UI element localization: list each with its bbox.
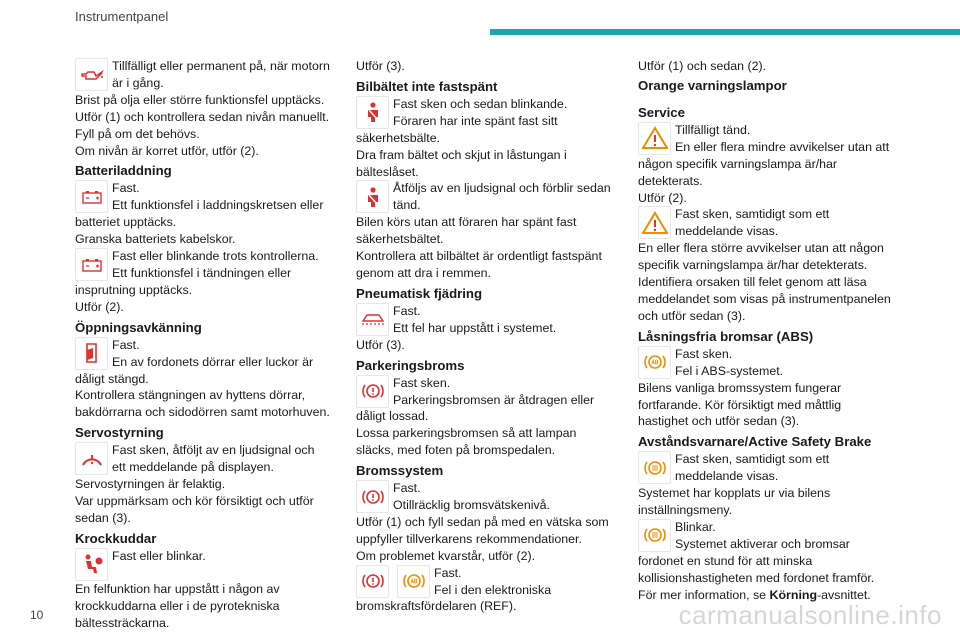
- brake-a3: Utför (1) och fyll sedan på med en vätska som uppfyller tillverkarens rekommendationer.: [356, 514, 609, 546]
- abs-l2: Fel i ABS-systemet.: [675, 363, 784, 378]
- parking-heading: Parkeringsbroms: [356, 357, 465, 373]
- suspension-l2: Ett fel har uppstått i systemet.: [393, 320, 557, 335]
- asb-a2: Systemet har kopplats ur via bilens inställningsmeny.: [638, 486, 831, 518]
- service-a2: En eller flera mindre avvikelser utan att någon specifik varningslampa är/har detekterats.: [638, 139, 890, 188]
- asb-a1: Fast sken, samtidigt som ett meddelande visas.: [675, 452, 830, 484]
- battery-a3: Granska batteriets kabelskor.: [75, 232, 236, 247]
- abs-l1: Fast sken.: [675, 346, 733, 361]
- orange-lamps-heading: Orange varningslampor: [638, 77, 787, 93]
- col2-intro: Utför (3).: [356, 59, 405, 73]
- suspension-icon: [356, 303, 389, 336]
- page-number: 10: [30, 608, 44, 622]
- abs-heading: Låsningsfria bromsar (ABS): [638, 328, 814, 344]
- brake-b1: Fast.: [434, 565, 462, 580]
- seatbelt-icon: [356, 180, 389, 213]
- suspension-l1: Fast.: [393, 303, 421, 318]
- service-b2: En eller flera större avvikelser utan att någon specifik varningslampa är/har detekterats. Identifiera orsaken till felet genom att läsa meddelandet som visas på instrumentpanelen och utför sedan (3).: [638, 241, 891, 323]
- col3-intro: Utför (1) och sedan (2).: [638, 59, 767, 73]
- brake-a1: Fast.: [393, 481, 421, 496]
- door-l1: Fast.: [112, 337, 140, 352]
- asb-b3-post: -avsnittet.: [817, 587, 871, 602]
- brake-heading: Bromssystem: [356, 463, 444, 479]
- oil-line-2: Brist på olja eller större funktionsfel upptäcks.: [75, 92, 325, 107]
- oil-can-icon: [75, 58, 108, 91]
- column-1: [75, 58, 331, 631]
- abs-icon: [638, 346, 671, 379]
- service-b1: Fast sken, samtidigt som ett meddelande visas.: [675, 207, 830, 239]
- airbag-heading: Krockkuddar: [75, 530, 157, 546]
- oil-line-5: Om nivån är korret utför, utför (2).: [75, 143, 259, 158]
- abs-brake-icon: [397, 565, 430, 598]
- active-safety-brake-icon: [638, 519, 671, 552]
- brake-b2: Fel i den elektroniska bromskraftsfördelaren (REF).: [356, 582, 552, 614]
- asb-b1: Blinkar.: [675, 519, 716, 534]
- korning-link: Körning: [769, 587, 818, 602]
- steering-l2: Servostyrningen är felaktig.: [75, 477, 226, 492]
- asb-b2: Systemet aktiverar och bromsar fordonet en stund för att minska kollisionshastigheten med fordonet framför.: [638, 536, 875, 585]
- door-heading: Öppningsavkänning: [75, 319, 202, 335]
- abs-l3: Bilens vanliga bromssystem fungerar fortfarande. Kör försiktigt med måttlig hastighet och utför sedan (3).: [638, 380, 842, 429]
- page-header-title: Instrumentpanel: [75, 9, 169, 24]
- active-safety-brake-icon: [638, 451, 671, 484]
- battery-icon: [75, 180, 108, 213]
- battery-b2: Ett funktionsfel i tändningen eller insprutning upptäcks.: [75, 265, 292, 297]
- parking-l3: Lossa parkeringsbromsen så att lampan släcks, med foten på bromspedalen.: [356, 426, 577, 458]
- warning-triangle-icon: [638, 206, 671, 239]
- asb-heading: Avståndsvarnare/Active Safety Brake: [638, 434, 872, 450]
- door-l2: En av fordonets dörrar eller luckor är dåligt stängd.: [75, 354, 314, 386]
- parking-l2: Parkeringsbromsen är åtdragen eller dåligt lossad.: [356, 392, 595, 424]
- airbag-l2: En felfunktion har uppstått i någon av krockkuddarna eller i de pyrotekniska bältessträckarna.: [75, 581, 280, 630]
- steering-l1: Fast sken, åtföljt av en ljudsignal och ett meddelande på displayen.: [112, 443, 315, 475]
- brake-a2: Otillräcklig bromsvätskenivå.: [393, 498, 550, 513]
- airbag-icon: [75, 548, 108, 581]
- battery-heading: Batteriladdning: [75, 163, 172, 179]
- battery-b3: Utför (2).: [75, 299, 124, 314]
- service-heading: Service: [638, 104, 685, 120]
- asb-b3-pre: För mer information, se: [638, 587, 770, 602]
- seatbelt-b1: Åtföljs av en ljudsignal och förblir sedan tänd.: [393, 181, 611, 213]
- steering-l3: Var uppmärksam och kör försiktigt och utför sedan (3).: [75, 493, 314, 525]
- oil-line-1: Tillfälligt eller permanent på, när motorn är i gång.: [112, 59, 330, 90]
- battery-a1: Fast.: [112, 181, 140, 196]
- suspension-heading: Pneumatisk fjädring: [356, 285, 483, 301]
- steering-heading: Servostyrning: [75, 425, 164, 441]
- seatbelt-a2: Föraren har inte spänt fast sitt säkerhetsbälte.: [356, 113, 558, 145]
- battery-icon: [75, 248, 108, 281]
- column-3: [638, 58, 894, 603]
- door-open-icon: [75, 337, 108, 370]
- watermark: carmanualsonline.info: [678, 600, 942, 630]
- seatbelt-b3: Kontrollera att bilbältet är ordentligt fastspänt genom att dra i remmen.: [356, 249, 602, 280]
- oil-line-4: Fyll på om det behövs.: [75, 126, 200, 141]
- seatbelt-a1: Fast sken och sedan blinkande.: [393, 96, 568, 111]
- warning-triangle-icon: [638, 122, 671, 155]
- seatbelt-icon: [356, 96, 389, 129]
- steering-icon: [75, 442, 108, 475]
- battery-b1: Fast eller blinkande trots kontrollerna.: [112, 249, 319, 264]
- parking-brake-icon: [356, 375, 389, 408]
- parking-l1: Fast sken.: [393, 375, 451, 390]
- seatbelt-a3: Dra fram bältet och skjut in låstungan i bälteslåset.: [356, 147, 567, 179]
- header-accent-bar: [490, 29, 960, 35]
- service-a1: Tillfälligt tänd.: [675, 122, 751, 137]
- brake-a4: Om problemet kvarstår, utför (2).: [356, 548, 536, 563]
- suspension-l3: Utför (3).: [356, 337, 405, 352]
- oil-section: [75, 58, 331, 92]
- service-a3: Utför (2).: [638, 190, 687, 205]
- battery-a2: Ett funktionsfel i laddningskretsen eller batteriet upptäcks.: [75, 198, 324, 230]
- seatbelt-b2: Bilen körs utan att föraren har spänt fast säkerhetsbältet.: [356, 215, 577, 247]
- brake-icon: [356, 565, 389, 598]
- seatbelt-heading: Bilbältet inte fastspänt: [356, 78, 498, 94]
- brake-icon: [356, 480, 389, 513]
- oil-line-3: Utför (1) och kontrollera sedan nivån manuellt.: [75, 109, 330, 124]
- door-l3: Kontrollera stängningen av hyttens dörrar, bakdörrarna och sidodörren samt motorhuven.: [75, 388, 330, 420]
- column-2: [356, 58, 612, 615]
- airbag-l1: Fast eller blinkar.: [112, 548, 206, 563]
